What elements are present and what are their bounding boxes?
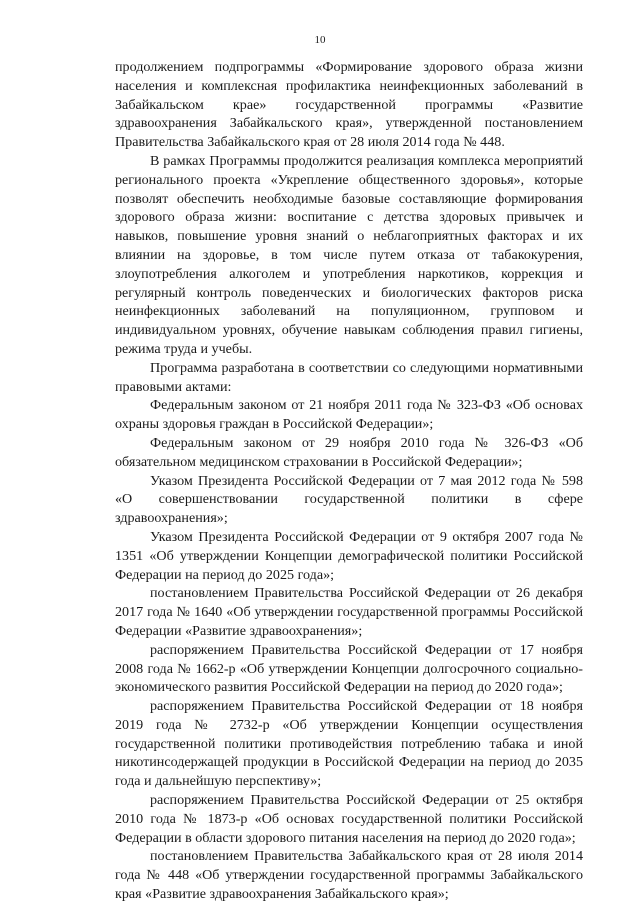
legal-act-decree-598: Указом Президента Российской Федерации от 7 мая 2012 года № 598 «О совершенствовании государственной политики в сфере здравоохранения»; — [115, 472, 583, 527]
paragraph-continuation: продолжением подпрограммы «Формирование здорового образа жизни населения и комплексная профилактика неинфекционных заболеваний в Забайкальском крае» государственной программы «Развитие здравоохранения Забайкальского края», утвержденной постановлением Правительства Забайкальского края от 28 июля 2014 года № 448. — [115, 59, 583, 151]
legal-act-federal-law-326: Федеральным законом от 29 ноября 2010 года № 326-ФЗ «Об обязательном медицинском страховании в Российской Федерации»; — [115, 434, 583, 470]
document-body — [115, 58, 583, 904]
legal-act-regional-resolution-448: постановлением Правительства Забайкальского края от 28 июля 2014 года № 448 «Об утверждении государственной программы Забайкальского края «Развитие здравоохранения Забайкальского края»; — [115, 848, 583, 903]
page-number: 10 — [314, 34, 326, 46]
legal-act-order-1662: распоряжением Правительства Российской Федерации от 17 ноября 2008 года № 1662-р «Об утверждении Концепции долгосрочного социально-экономического развития Российской Федерации на период до 2020 года»; — [115, 641, 583, 696]
legal-act-order-1873: распоряжением Правительства Российской Федерации от 25 октября 2010 года № 1873-р «Об основах государственной политики Российской Федерации в области здорового питания населения на период до 2020 года»; — [115, 792, 583, 846]
legal-act-resolution-1640: постановлением Правительства Российской Федерации от 26 декабря 2017 года № 1640 «Об утверждении государственной программы Российской Федерации «Развитие здравоохранения»; — [115, 585, 583, 639]
paragraph-legal-basis-intro: Программа разработана в соответствии со следующими нормативными правовыми актами: — [115, 359, 583, 395]
legal-act-federal-law-323: Федеральным законом от 21 ноября 2011 года № 323-ФЗ «Об основах охраны здоровья граждан в Российской Федерации»; — [115, 397, 583, 433]
legal-act-decree-1351: Указом Президента Российской Федерации от 9 октября 2007 года № 1351 «Об утверждении Концепции демографической политики Российской Федерации на период до 2025 года»; — [115, 528, 583, 583]
legal-act-order-2732: распоряжением Правительства Российской Федерации от 18 ноября 2019 года № 2732-р «Об утверждении Концепции осуществления государственной политики противодействия потреблению табака и иной никотинсодержащей продукции в Российской Федерации на период до 2035 года и дальнейшую перспективу»; — [115, 698, 583, 790]
paragraph-program-measures: В рамках Программы продолжится реализация комплекса мероприятий регионального проекта «Укрепление общественного здоровья», которые позволят обеспечить необходимые базовые составляющие формирования здорового образа жизни: воспитание с детства здоровых привычек и навыков, повышение уровня знаний о неблагоприятных факторах и их влиянии на здоровье, в том числе путем отказа от табакокурения, злоупотребления алкоголем и употребления наркотиков, коррекция и регулярный контроль поведенческих и биологических факторов риска неинфекционных заболеваний на популяционном, групповом и индивидуальном уровнях, обучение навыкам соблюдения правил гигиены, режима труда и учебы. — [115, 152, 583, 357]
